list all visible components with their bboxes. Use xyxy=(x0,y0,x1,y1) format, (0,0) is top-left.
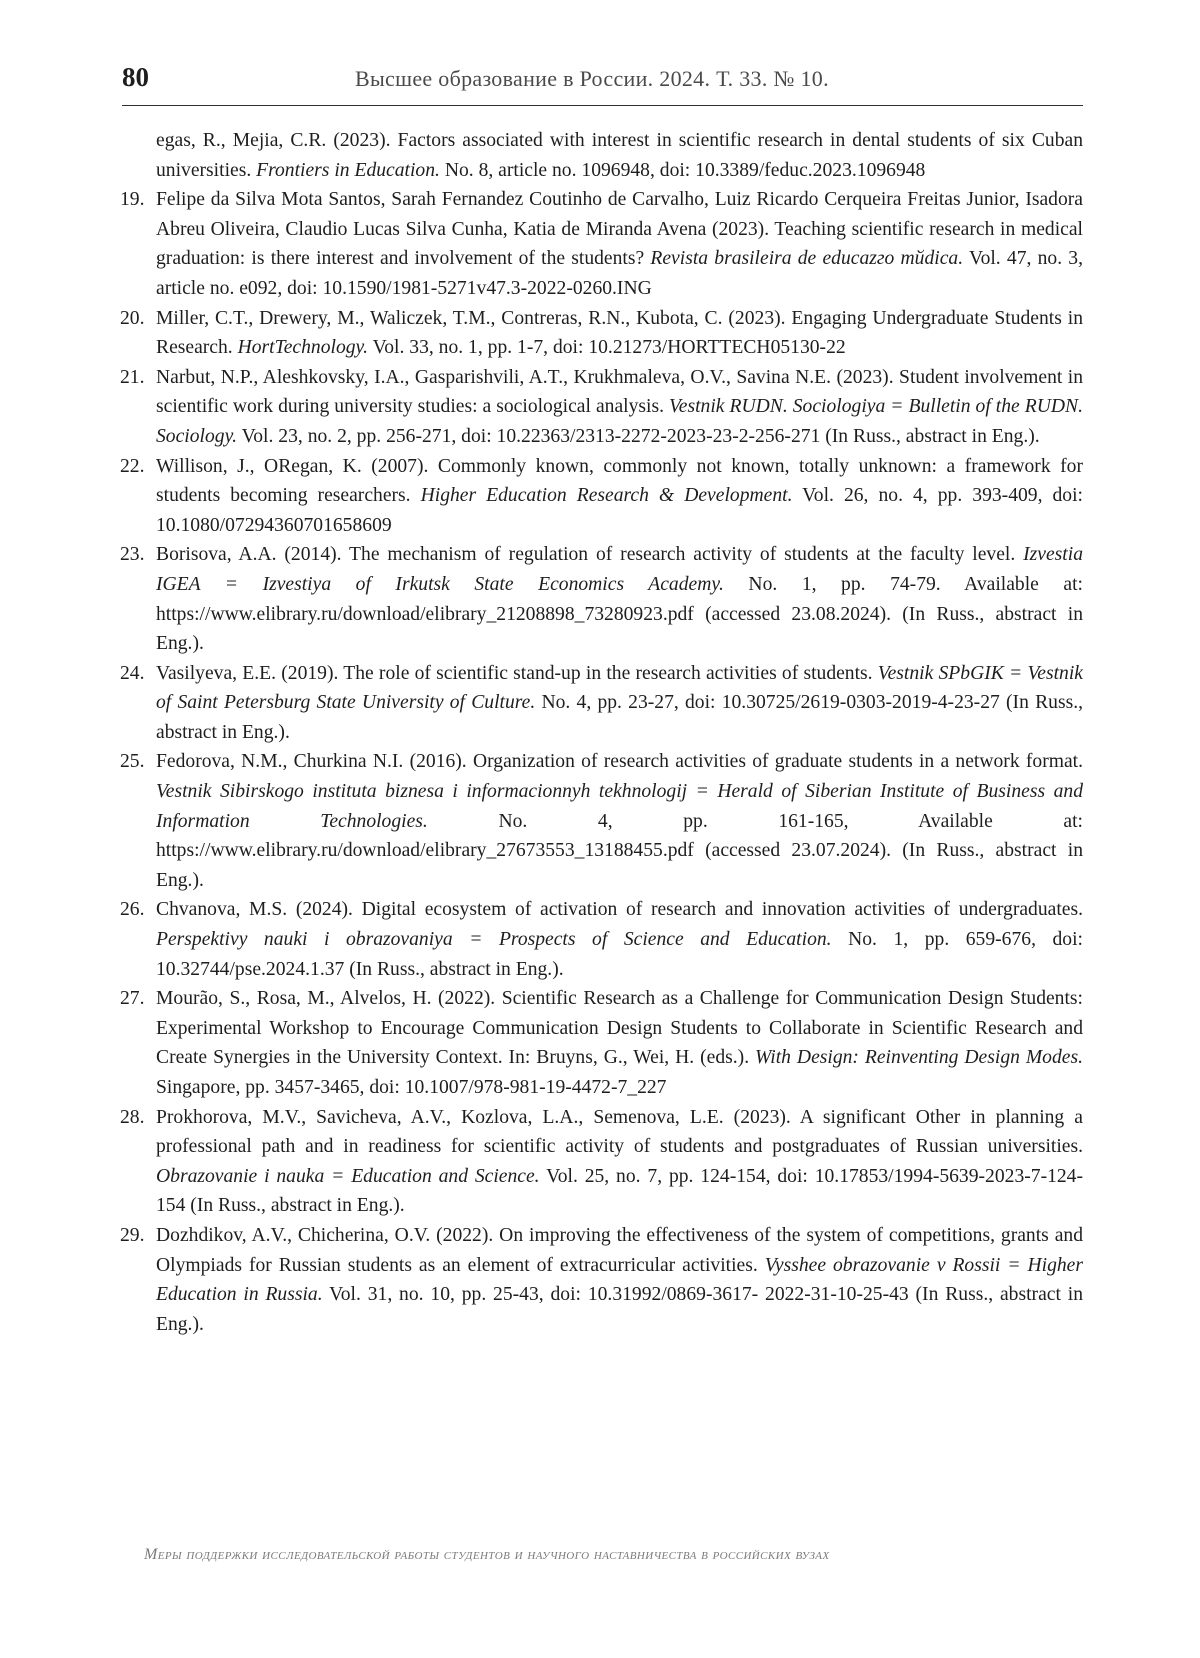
reference-number: 21. xyxy=(120,366,145,388)
page-header xyxy=(122,62,1081,106)
reference-text xyxy=(156,747,1083,895)
reference-number: 23. xyxy=(120,544,145,566)
reference-authors-title: Prokhorova, M.V., Savicheva, A.V., Kozlova, L.A., Semenova, L.E. (2023). A significant Other in planning a professional path and in readiness for scientific activity of students and postgraduates of Russian universities. xyxy=(156,1106,1083,1158)
reference-details: Vol. 26, no. 4, pp. 393-409, doi: 10.1080/07294360701658609 xyxy=(156,485,1083,536)
reference-authors-title: Narbut, N.P., Aleshkovsky, I.A., Gasparishvili, A.T., Krukhmaleva, O.V., Savina N.E. (2023). Student involvement in scientific work during university studies: a sociological analysis. xyxy=(156,366,1083,418)
reference-source: Perspektivy nauki i obrazovaniya = Prospects of Science and Education. xyxy=(156,929,832,951)
journal-title: Высшее образование в России. 2024. Т. 33. № 10. xyxy=(355,66,829,91)
reference-number: 26. xyxy=(120,899,145,921)
reference-item xyxy=(120,452,1083,541)
reference-source: Izvestia IGEA = Izvestiya of Irkutsk State Economics Academy. xyxy=(156,544,1083,595)
reference-source: Revista brasileira de educazго mйdica. xyxy=(650,248,964,270)
reference-item xyxy=(120,304,1083,363)
reference-details: No. 4, pp. 23-27, doi: 10.30725/2619-0303-2019-4-23-27 (In Russ., abstract in Eng.). xyxy=(156,692,1083,743)
reference-details: Vol. 23, no. 2, pp. 256-271, doi: 10.22363/2313-2272-2023-23-2-256-271 (In Russ., abstract in Eng.). xyxy=(237,425,1040,447)
reference-number: 24. xyxy=(120,662,145,684)
reference-number: 19. xyxy=(120,189,145,211)
reference-details: No. 4, pp. 161-165, Available at: https://www.elibrary.ru/download/elibrary_27673553_13188455.pdf (accessed 23.07.2024). (In Russ., abstract in Eng.). xyxy=(156,810,1083,891)
reference-text xyxy=(156,895,1083,984)
reference-source: Higher Education Research & Development. xyxy=(420,485,793,507)
reference-details: Vol. 33, no. 1, pp. 1-7, doi: 10.21273/HORTTECH05130-22 xyxy=(368,337,846,359)
reference-authors-title: Willison, J., ORegan, K. (2007). Commonly known, commonly not known, totally unknown: a framework for students becoming researchers. xyxy=(156,455,1083,507)
reference-authors-title: Dozhdikov, A.V., Chicherina, O.V. (2022). On improving the effectiveness of the system of competitions, grants and Olympiads for Russian students as an element of extracurricular activities. xyxy=(156,1224,1083,1276)
reference-details: No. 1, pp. 74-79. Available at: https://www.elibrary.ru/download/elibrary_21208898_73280923.pdf (accessed 23.08.2024). (In Russ., abstract in Eng.). xyxy=(156,573,1083,655)
reference-item xyxy=(120,984,1083,1102)
reference-item xyxy=(120,747,1083,895)
reference-authors-title: Fedorova, N.M., Churkina N.I. (2016). Organization of research activities of graduate students in a network format. xyxy=(156,751,1083,773)
reference-item xyxy=(120,1221,1083,1339)
reference-item xyxy=(120,126,1083,185)
reference-source: Vestnik Sibirskogo instituta biznesa i informacionnyh tekhnologij = Herald of Siberian Institute of Business and Information Technologies. xyxy=(156,781,1083,832)
reference-list xyxy=(120,126,1083,1339)
reference-text xyxy=(156,185,1083,303)
reference-details: No. 1, pp. 659-676, doi: 10.32744/pse.2024.1.37 (In Russ., abstract in Eng.). xyxy=(156,929,1083,980)
reference-details: Vol. 31, no. 10, pp. 25-43, doi: 10.31992/0869-3617- 2022-31-10-25-43 (In Russ., abstract in Eng.). xyxy=(156,1284,1083,1335)
reference-item xyxy=(120,895,1083,984)
reference-source: HortTechnology. xyxy=(237,337,369,359)
reference-text xyxy=(156,304,1083,363)
reference-item xyxy=(120,1103,1083,1221)
reference-authors-title: egas, R., Mejia, C.R. (2023). Factors associated with interest in scientific research in dental students of six Cuban universities. xyxy=(156,130,1083,181)
reference-text xyxy=(156,452,1083,541)
reference-details: Vol. 47, no. 3, article no. e092, doi: 10.1590/1981-5271v47.3-2022-0260.ING xyxy=(156,248,1083,299)
reference-source: With Design: Reinventing Design Modes. xyxy=(755,1047,1083,1069)
reference-source: Frontiers in Education. xyxy=(256,159,440,181)
reference-text xyxy=(156,126,1083,185)
reference-source: Obrazovanie i nauka = Education and Science. xyxy=(156,1165,540,1187)
reference-authors-title: Mourão, S., Rosa, M., Alvelos, H. (2022). Scientific Research as a Challenge for Communication Design Students: Experimental Workshop to Encourage Communication Design Students to Collaborate in Scientific Research and Create Synergies in the University Context. In: Bruyns, G., Wei, H. (eds.). xyxy=(156,988,1083,1069)
reference-authors-title: Felipe da Silva Mota Santos, Sarah Fernandez Coutinho de Carvalho, Luiz Ricardo Cerqueira Freitas Junior, Isadora Abreu Oliveira, Claudio Lucas Silva Cunha, Katia de Miranda Avena (2023). Teaching scientific research in medical graduation: is there interest and involvement of the students? xyxy=(156,189,1083,270)
reference-text xyxy=(156,363,1083,452)
reference-authors-title: Borisova, A.A. (2014). The mechanism of regulation of research activity of students at the faculty level. xyxy=(156,544,1024,566)
reference-item xyxy=(120,185,1083,303)
reference-text xyxy=(156,1221,1083,1339)
reference-source: Vestnik RUDN. Sociologiya = Bulletin of the RUDN. Sociology. xyxy=(156,396,1083,447)
reference-authors-title: Chvanova, M.S. (2024). Digital ecosystem of activation of research and innovation activities of undergraduates. xyxy=(156,899,1083,921)
header-rule xyxy=(122,105,1083,106)
reference-text xyxy=(156,540,1083,658)
reference-details: Singapore, pp. 3457-3465, doi: 10.1007/978-981-19-4472-7_227 xyxy=(156,1077,667,1098)
reference-item xyxy=(120,540,1083,658)
reference-number: 27. xyxy=(120,988,145,1010)
reference-item xyxy=(120,659,1083,748)
running-footer: Меры поддержки исследовательской работы студентов и научного наставничества в российских вузах xyxy=(144,1546,830,1563)
reference-text xyxy=(156,1103,1083,1221)
reference-details: No. 8, article no. 1096948, doi: 10.3389/feduc.2023.1096948 xyxy=(439,159,926,181)
reference-number: 25. xyxy=(120,751,145,773)
page-number: 80 xyxy=(122,62,149,92)
reference-source: Vysshee obrazovanie v Rossii = Higher Education in Russia. xyxy=(156,1254,1084,1306)
reference-number: 29. xyxy=(120,1224,145,1246)
reference-number: 28. xyxy=(120,1106,145,1128)
reference-authors-title: Miller, C.T., Drewery, M., Waliczek, T.M., Contreras, R.N., Kubota, C. (2023). Engaging Undergraduate Students in Research. xyxy=(156,307,1083,359)
reference-details: Vol. 25, no. 7, pp. 124-154, doi: 10.17853/1994-5639-2023-7-124-154 (In Russ., abstract in Eng.). xyxy=(156,1165,1084,1217)
reference-source: Vestnik SPbGIK = Vestnik of Saint Petersburg State University of Culture. xyxy=(156,662,1083,714)
reference-number: 22. xyxy=(120,455,145,477)
reference-text xyxy=(156,659,1083,748)
reference-authors-title: Vasilyeva, E.E. (2019). The role of scientific stand-up in the research activities of students. xyxy=(156,662,878,684)
reference-number: 20. xyxy=(120,307,145,329)
reference-item xyxy=(120,363,1083,452)
reference-text xyxy=(156,984,1083,1102)
